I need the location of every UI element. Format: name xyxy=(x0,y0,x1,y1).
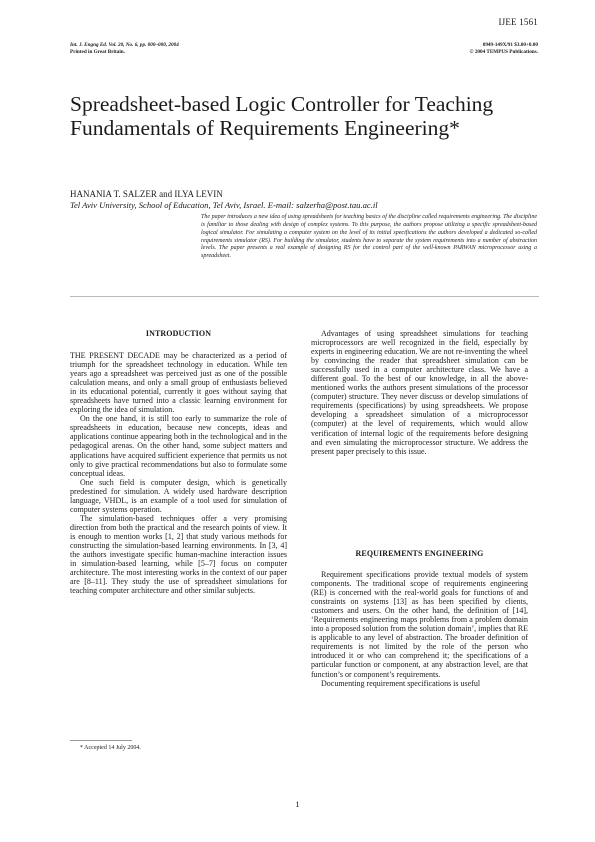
paragraph: The simulation-based techniques offer a very promising direction from both the practical and the research points of view. It is enough to mention works [1, 2] that study various methods for constructing the simulation-based learning environments. In [3, 4] the authors investigate specific human-machine interaction issues in simulation-based learning, while [5–7] focus on computer architecture. The most interesting works in the context of our paper are [8–11]. They study the use of spreadsheet simulations for teaching computer architecture and other similar subjects. xyxy=(70,513,287,596)
paragraph: THE PRESENT DECADE may be characterized as a period of triumph for the spreadsheet technology in education. While ten years ago a spreadsheet was perceived just as one of the possible calculation means, and only a small group of enthusiasts believed in its educational potential, currently it goes without saying that spreadsheets have turned into a classic learning environment for exploring the idea of simulation. xyxy=(70,351,287,415)
authors: HANANIA T. SALZER and ILYA LEVIN xyxy=(70,189,223,199)
footnote-divider xyxy=(70,740,132,741)
paragraph: Advantages of using spreadsheet simulations for teaching microprocessors are well recognized in the field, especially by experts in engineering education. We are not re-inventing the wheel by convincing the reader that spreadsheet simulation can be successfully used in a computer architecture class. We have a different goal. To the best of our knowledge, in all the above-mentioned works the authors present simulations of the processor (computer) structure. They never discuss or develop simulations of requirements (specifications) by using spreadsheets. We propose developing a spreadsheet simulation of a microprocessor (computer) at the level of requirements, which would allow verification of internal logic of the requirements before designing and even simulating the microprocessor structure. We address the present paper precisely to this issue. xyxy=(311,329,528,456)
paragraph: On the one hand, it is still too early to summarize the role of spreadsheets in education, because new concepts, ideas and applications continue appearing both in the technological and in the pedagogical arenas. On the other hand, some subject matters and applications have acquired sufficient experience that permits us not only to give practical recommendations but also to formulate some conceptual ideas. xyxy=(70,414,287,478)
issn-line: 0949-149X/91 $3.00+0.00 xyxy=(482,42,538,48)
issn-block xyxy=(470,42,538,56)
column-right xyxy=(311,329,528,456)
paragraph: Documenting requirement specifications is useful xyxy=(321,678,481,688)
copyright-line: © 2004 TEMPUS Publications. xyxy=(469,49,538,55)
paragraph: One such field is computer design, which is genetically predestined for simulation. A widely used hardware description language, VHDL, is an example of a tool used for simulation of computer systems operation. xyxy=(70,477,287,514)
divider xyxy=(70,296,539,297)
citation-line: Printed in Great Britain. xyxy=(70,49,125,55)
column-left xyxy=(70,351,287,595)
journal-code: IJEE 1561 xyxy=(498,17,538,27)
paragraph: Requirement specifications provide textual models of system components. The traditional scope of requirements engineering (RE) is concerned with the real-world goals for functions of and constraints on systems [13] as has been specified by clients, customers and users. On the other hand, the definition of [14], ‘Requirements engineering maps problems from a problem domain into a proposed solution from the solution domain’, implies that RE is applicable to any level of abstraction. The broader definition of requirements is not limited by the role of the person who introduced it or who can comprehend it; the specifications of a particular function or component, at any abstraction level, are that function’s or component’s requirements. xyxy=(311,570,528,679)
footnote: * Accepted 14 July 2004. xyxy=(80,745,141,751)
paper-title: Spreadsheet-based Logic Controller for Teaching Fundamentals of Requirements Engineering* xyxy=(70,92,494,140)
citation-line: Int. J. Engng Ed. Vol. 20, No. 6, pp. 000–000, 2004 xyxy=(70,42,179,48)
citation xyxy=(70,42,179,56)
affiliation: Tel Aviv University, School of Education, Tel Aviv, Israel. E-mail: salzerha@post.tau.ac.il xyxy=(70,200,378,210)
page-number: 1 xyxy=(295,799,300,809)
section-heading-requirements: REQUIREMENTS ENGINEERING xyxy=(355,549,484,558)
column-right-lower xyxy=(311,570,528,688)
section-heading-introduction: INTRODUCTION xyxy=(145,329,212,338)
abstract: The paper introduces a new idea of using spreadsheets for teaching basics of the discipline called requirements engineering. The discipline is familiar to those dealing with design of complex systems. To this purpose, the authors propose utilizing a specific spreadsheet-based logical simulator. For simulating a computer system on the level of its initial specifications the authors developed a dedicated so-called requirements simulator (RS). For building the simulator, students have to separate the system requirements into a number of abstraction levels. The paper presents a real example of designing RS for the control part of the well-known PARWAN microprocessor using a spreadsheet. xyxy=(201,214,537,260)
